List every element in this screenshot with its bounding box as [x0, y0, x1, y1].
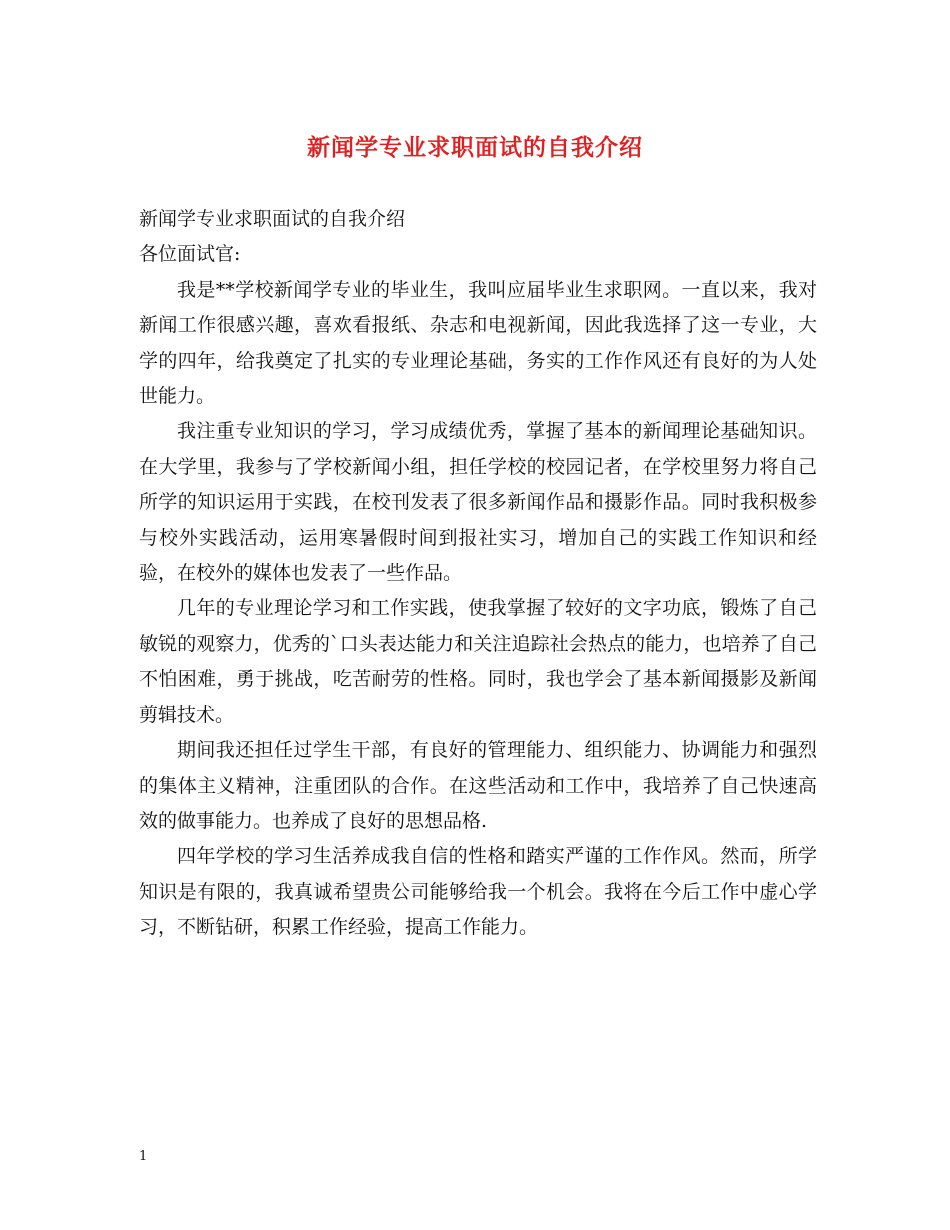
paragraph-5: 四年学校的学习生活养成我自信的性格和踏实严谨的工作作风。然而，所学知识是有限的，我真诚希望贵公司能够给我一个机会。我将在今后工作中虚心学习，不断钻研，积累工作经验，提高工作能力。: [139, 845, 817, 939]
paragraph-4: 期间我还担任过学生干部，有良好的管理能力、组织能力、协调能力和强烈的集体主义精神，注重团队的合作。在这些活动和工作中，我培养了自己快速高效的做事能力。也养成了良好的思想品格.: [139, 739, 817, 832]
document-title: 新闻学专业求职面试的自我介绍: [307, 134, 643, 161]
paragraph-3: 几年的专业理论学习和工作实践，使我掌握了较好的文字功底，锻炼了自己敏锐的观察力，优秀的`口头表达能力和关注追踪社会热点的能力，也培养了自己不怕困难，勇于挑战，吃苦耐劳的性格。同时，我也学会了基本新闻摄影及新闻剪辑技术。: [139, 597, 817, 726]
document-body: [139, 202, 817, 946]
document-heading: 新闻学专业求职面试的自我介绍: [139, 208, 406, 230]
paragraph-1: 我是**学校新闻学专业的毕业生，我叫应届毕业生求职网。一直以来，我对新闻工作很感兴趣，喜欢看报纸、杂志和电视新闻，因此我选择了这一专业，大学的四年，给我奠定了扎实的专业理论基础，务实的工作作风还有良好的为人处世能力。: [139, 278, 817, 408]
salutation: 各位面试官:: [139, 243, 241, 266]
paragraph-2: 我注重专业知识的学习，学习成绩优秀，掌握了基本的新闻理论基础知识。在大学里，我参与了学校新闻小组，担任学校的校园记者，在学校里努力将自己所学的知识运用于实践，在校刊发表了很多新闻作品和摄影作品。同时我积极参与校外实践活动，运用寒暑假时间到报社实习，增加自己的实践工作知识和经验，在校外的媒体也发表了一些作品。: [139, 420, 817, 585]
page-number: 1: [139, 1149, 148, 1164]
